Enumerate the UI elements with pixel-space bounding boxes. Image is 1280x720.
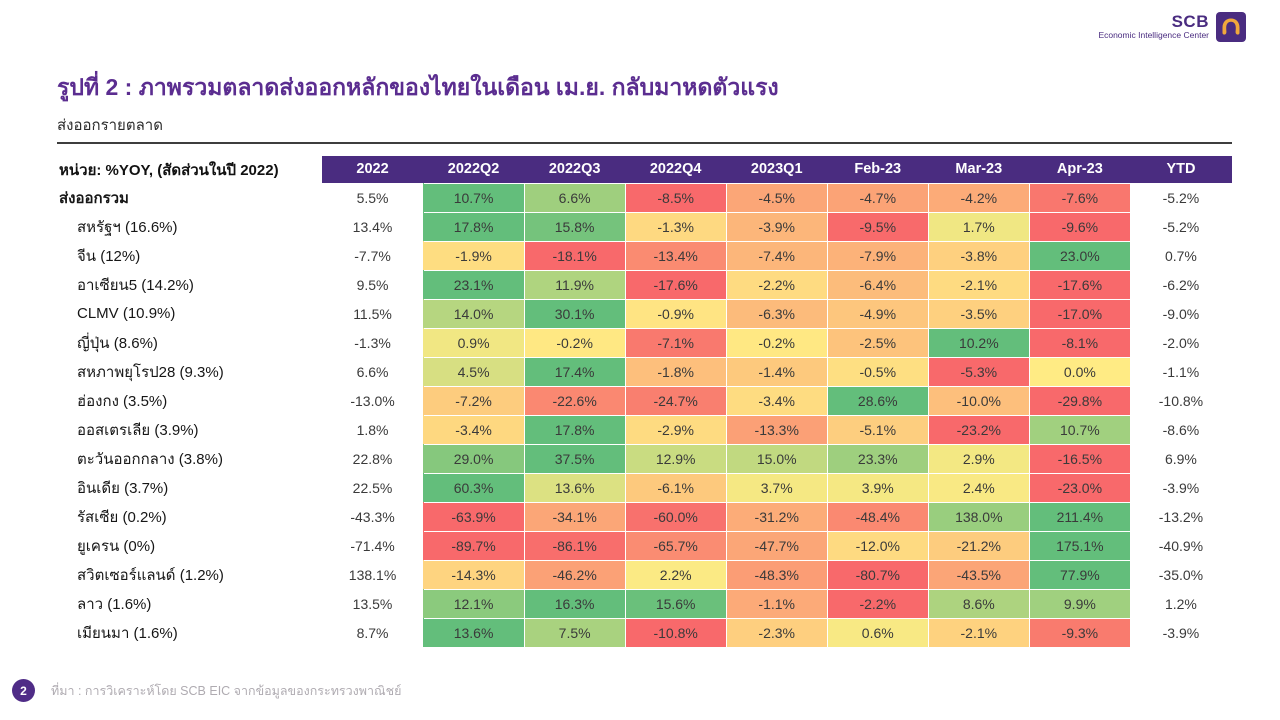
heat-cell: -9.6%	[1029, 212, 1130, 241]
value-cell: 13.5%	[322, 589, 423, 618]
value-cell: -71.4%	[322, 531, 423, 560]
heat-cell: -17.0%	[1029, 299, 1130, 328]
heat-cell: -18.1%	[524, 241, 625, 270]
heat-cell: -7.4%	[726, 241, 827, 270]
value-cell: 13.4%	[322, 212, 423, 241]
value-cell: -1.3%	[322, 328, 423, 357]
value-cell: -5.2%	[1130, 183, 1231, 212]
value-cell: -2.0%	[1130, 328, 1231, 357]
heat-cell: -3.4%	[726, 386, 827, 415]
heat-cell: -2.1%	[928, 270, 1029, 299]
row-label: สวิตเซอร์แลนด์ (1.2%)	[57, 560, 322, 589]
table-row	[57, 415, 1232, 444]
heat-cell: -14.3%	[423, 560, 524, 589]
heat-cell: -65.7%	[625, 531, 726, 560]
heat-cell: -8.5%	[625, 183, 726, 212]
heat-cell: 17.4%	[524, 357, 625, 386]
page-number-badge: 2	[12, 679, 35, 702]
table-row	[57, 241, 1232, 270]
column-header-2022: 2022	[322, 156, 423, 183]
heat-cell: 0.0%	[1029, 357, 1130, 386]
heat-cell: 211.4%	[1029, 502, 1130, 531]
table-row	[57, 386, 1232, 415]
heat-cell: 17.8%	[423, 212, 524, 241]
heat-cell: 0.6%	[827, 618, 928, 647]
heat-cell: -13.4%	[625, 241, 726, 270]
heat-cell: 2.9%	[928, 444, 1029, 473]
heat-cell: -17.6%	[1029, 270, 1130, 299]
scb-lotus-icon	[1216, 12, 1246, 42]
heat-cell: -43.5%	[928, 560, 1029, 589]
heat-cell: -7.6%	[1029, 183, 1130, 212]
heat-cell: -4.9%	[827, 299, 928, 328]
heat-cell: 138.0%	[928, 502, 1029, 531]
value-cell: 9.5%	[322, 270, 423, 299]
value-cell: -9.0%	[1130, 299, 1231, 328]
heat-cell: 10.2%	[928, 328, 1029, 357]
heat-cell: -7.9%	[827, 241, 928, 270]
table-row	[57, 589, 1232, 618]
divider-line	[57, 142, 1232, 144]
value-cell: 11.5%	[322, 299, 423, 328]
heat-cell: -5.3%	[928, 357, 1029, 386]
heat-cell: -4.2%	[928, 183, 1029, 212]
heat-cell: 2.2%	[625, 560, 726, 589]
heat-cell: -1.9%	[423, 241, 524, 270]
table-row	[57, 502, 1232, 531]
heat-cell: 10.7%	[1029, 415, 1130, 444]
row-label: ออสเตรเลีย (3.9%)	[57, 415, 322, 444]
heat-cell: 1.7%	[928, 212, 1029, 241]
heat-cell: -1.8%	[625, 357, 726, 386]
value-cell: -3.9%	[1130, 618, 1231, 647]
value-cell: -35.0%	[1130, 560, 1231, 589]
heat-cell: -23.2%	[928, 415, 1029, 444]
chart-subtitle: ส่งออกรายตลาด	[57, 117, 163, 134]
value-cell: 1.8%	[322, 415, 423, 444]
table-row	[57, 357, 1232, 386]
heat-cell: -7.1%	[625, 328, 726, 357]
heat-cell: 0.9%	[423, 328, 524, 357]
value-cell: -1.1%	[1130, 357, 1231, 386]
value-cell: -3.9%	[1130, 473, 1231, 502]
heat-cell: -1.4%	[726, 357, 827, 386]
heat-cell: 23.1%	[423, 270, 524, 299]
heat-cell: 7.5%	[524, 618, 625, 647]
value-cell: 5.5%	[322, 183, 423, 212]
table-row	[57, 183, 1232, 212]
heat-cell: -8.1%	[1029, 328, 1130, 357]
heat-cell: -21.2%	[928, 531, 1029, 560]
heat-cell: -0.2%	[524, 328, 625, 357]
heat-cell: -3.9%	[726, 212, 827, 241]
value-cell: 6.9%	[1130, 444, 1231, 473]
value-cell: -7.7%	[322, 241, 423, 270]
value-cell: -8.6%	[1130, 415, 1231, 444]
heat-cell: -34.1%	[524, 502, 625, 531]
row-label: ลาว (1.6%)	[57, 589, 322, 618]
heat-cell: -13.3%	[726, 415, 827, 444]
table-row	[57, 444, 1232, 473]
heat-cell: -7.2%	[423, 386, 524, 415]
export-heatmap-table	[57, 156, 1232, 648]
table-header	[57, 156, 1232, 183]
heat-cell: 60.3%	[423, 473, 524, 502]
heat-cell: 4.5%	[423, 357, 524, 386]
table-row	[57, 212, 1232, 241]
table-row	[57, 618, 1232, 647]
heat-cell: -46.2%	[524, 560, 625, 589]
row-label: CLMV (10.9%)	[57, 299, 322, 328]
unit-label: หน่วย: %YOY, (สัดส่วนในปี 2022)	[57, 156, 322, 183]
heat-cell: -12.0%	[827, 531, 928, 560]
column-header-2023Q1: 2023Q1	[726, 156, 827, 183]
value-cell: 22.5%	[322, 473, 423, 502]
column-header-2022Q2: 2022Q2	[423, 156, 524, 183]
heat-cell: 15.0%	[726, 444, 827, 473]
table-row	[57, 270, 1232, 299]
heat-cell: -48.4%	[827, 502, 928, 531]
heat-cell: -1.3%	[625, 212, 726, 241]
heat-cell: -23.0%	[1029, 473, 1130, 502]
heat-cell: -2.1%	[928, 618, 1029, 647]
heat-cell: -80.7%	[827, 560, 928, 589]
value-cell: 138.1%	[322, 560, 423, 589]
heat-cell: -3.5%	[928, 299, 1029, 328]
heat-cell: 8.6%	[928, 589, 1029, 618]
source-note: ที่มา : การวิเคราะห์โดย SCB EIC จากข้อมูลของกระทรวงพาณิชย์	[51, 683, 402, 698]
heat-cell: -6.1%	[625, 473, 726, 502]
heat-cell: -10.0%	[928, 386, 1029, 415]
heat-cell: 12.9%	[625, 444, 726, 473]
row-label: ฮ่องกง (3.5%)	[57, 386, 322, 415]
heat-cell: -4.7%	[827, 183, 928, 212]
row-label: อินเดีย (3.7%)	[57, 473, 322, 502]
heat-cell: -2.3%	[726, 618, 827, 647]
row-label: สหภาพยุโรป28 (9.3%)	[57, 357, 322, 386]
heat-cell: -5.1%	[827, 415, 928, 444]
row-label: ยูเครน (0%)	[57, 531, 322, 560]
row-label: ตะวันออกกลาง (3.8%)	[57, 444, 322, 473]
value-cell: -5.2%	[1130, 212, 1231, 241]
logo-brand-text: SCB	[1171, 12, 1209, 31]
row-label: อาเซียน5 (14.2%)	[57, 270, 322, 299]
heat-cell: 30.1%	[524, 299, 625, 328]
heat-cell: -29.8%	[1029, 386, 1130, 415]
heat-cell: 14.0%	[423, 299, 524, 328]
value-cell: -13.0%	[322, 386, 423, 415]
row-label: เมียนมา (1.6%)	[57, 618, 322, 647]
heat-cell: -1.1%	[726, 589, 827, 618]
footer	[12, 679, 401, 702]
table-row	[57, 560, 1232, 589]
heat-cell: -3.4%	[423, 415, 524, 444]
heat-cell: -0.9%	[625, 299, 726, 328]
scb-eic-logo	[1098, 12, 1246, 42]
heat-cell: -31.2%	[726, 502, 827, 531]
heat-cell: 17.8%	[524, 415, 625, 444]
table-row	[57, 328, 1232, 357]
heat-cell: -6.3%	[726, 299, 827, 328]
heat-cell: -6.4%	[827, 270, 928, 299]
heat-cell: 23.0%	[1029, 241, 1130, 270]
row-label: สหรัฐฯ (16.6%)	[57, 212, 322, 241]
column-header-YTD: YTD	[1130, 156, 1231, 183]
heat-cell: -89.7%	[423, 531, 524, 560]
heat-cell: -2.2%	[827, 589, 928, 618]
heat-cell: -2.9%	[625, 415, 726, 444]
heat-cell: -24.7%	[625, 386, 726, 415]
heat-cell: -0.2%	[726, 328, 827, 357]
heat-cell: 29.0%	[423, 444, 524, 473]
heat-cell: -60.0%	[625, 502, 726, 531]
heat-cell: -3.8%	[928, 241, 1029, 270]
table-row	[57, 473, 1232, 502]
heat-cell: 3.7%	[726, 473, 827, 502]
column-header-Mar-23: Mar-23	[928, 156, 1029, 183]
row-label: ส่งออกรวม	[57, 183, 322, 212]
heat-cell: -4.5%	[726, 183, 827, 212]
heat-cell: 37.5%	[524, 444, 625, 473]
heat-cell: 15.8%	[524, 212, 625, 241]
heat-cell: 12.1%	[423, 589, 524, 618]
heat-cell: 175.1%	[1029, 531, 1130, 560]
value-cell: -43.3%	[322, 502, 423, 531]
value-cell: 1.2%	[1130, 589, 1231, 618]
column-header-2022Q4: 2022Q4	[625, 156, 726, 183]
value-cell: -40.9%	[1130, 531, 1231, 560]
row-label: รัสเซีย (0.2%)	[57, 502, 322, 531]
value-cell: 0.7%	[1130, 241, 1231, 270]
heat-cell: 10.7%	[423, 183, 524, 212]
column-header-2022Q3: 2022Q3	[524, 156, 625, 183]
heat-cell: 77.9%	[1029, 560, 1130, 589]
heat-cell: 23.3%	[827, 444, 928, 473]
heat-cell: 13.6%	[423, 618, 524, 647]
value-cell: 22.8%	[322, 444, 423, 473]
value-cell: 8.7%	[322, 618, 423, 647]
heat-cell: -10.8%	[625, 618, 726, 647]
heat-cell: 11.9%	[524, 270, 625, 299]
heat-cell: 2.4%	[928, 473, 1029, 502]
value-cell: -6.2%	[1130, 270, 1231, 299]
value-cell: 6.6%	[322, 357, 423, 386]
value-cell: -13.2%	[1130, 502, 1231, 531]
heat-cell: -48.3%	[726, 560, 827, 589]
heat-cell: 28.6%	[827, 386, 928, 415]
heat-cell: -2.5%	[827, 328, 928, 357]
row-label: ญี่ปุ่น (8.6%)	[57, 328, 322, 357]
heat-cell: -17.6%	[625, 270, 726, 299]
heat-cell: 15.6%	[625, 589, 726, 618]
table-row	[57, 299, 1232, 328]
table-row	[57, 531, 1232, 560]
heat-cell: -47.7%	[726, 531, 827, 560]
heat-cell: 3.9%	[827, 473, 928, 502]
heat-cell: 16.3%	[524, 589, 625, 618]
heat-cell: 6.6%	[524, 183, 625, 212]
heat-cell: -9.5%	[827, 212, 928, 241]
heat-cell: -0.5%	[827, 357, 928, 386]
value-cell: -10.8%	[1130, 386, 1231, 415]
column-header-Feb-23: Feb-23	[827, 156, 928, 183]
column-header-Apr-23: Apr-23	[1029, 156, 1130, 183]
heat-cell: 9.9%	[1029, 589, 1130, 618]
page-title: รูปที่ 2 : ภาพรวมตลาดส่งออกหลักของไทยในเดือน เม.ย. กลับมาหดตัวแรง	[57, 74, 779, 100]
heat-cell: -16.5%	[1029, 444, 1130, 473]
row-label: จีน (12%)	[57, 241, 322, 270]
heat-cell: -9.3%	[1029, 618, 1130, 647]
heat-cell: 13.6%	[524, 473, 625, 502]
table-body	[57, 183, 1232, 647]
heat-cell: -86.1%	[524, 531, 625, 560]
heat-cell: -2.2%	[726, 270, 827, 299]
heat-cell: -22.6%	[524, 386, 625, 415]
logo-tagline-text: Economic Intelligence Center	[1098, 30, 1209, 40]
heat-cell: -63.9%	[423, 502, 524, 531]
